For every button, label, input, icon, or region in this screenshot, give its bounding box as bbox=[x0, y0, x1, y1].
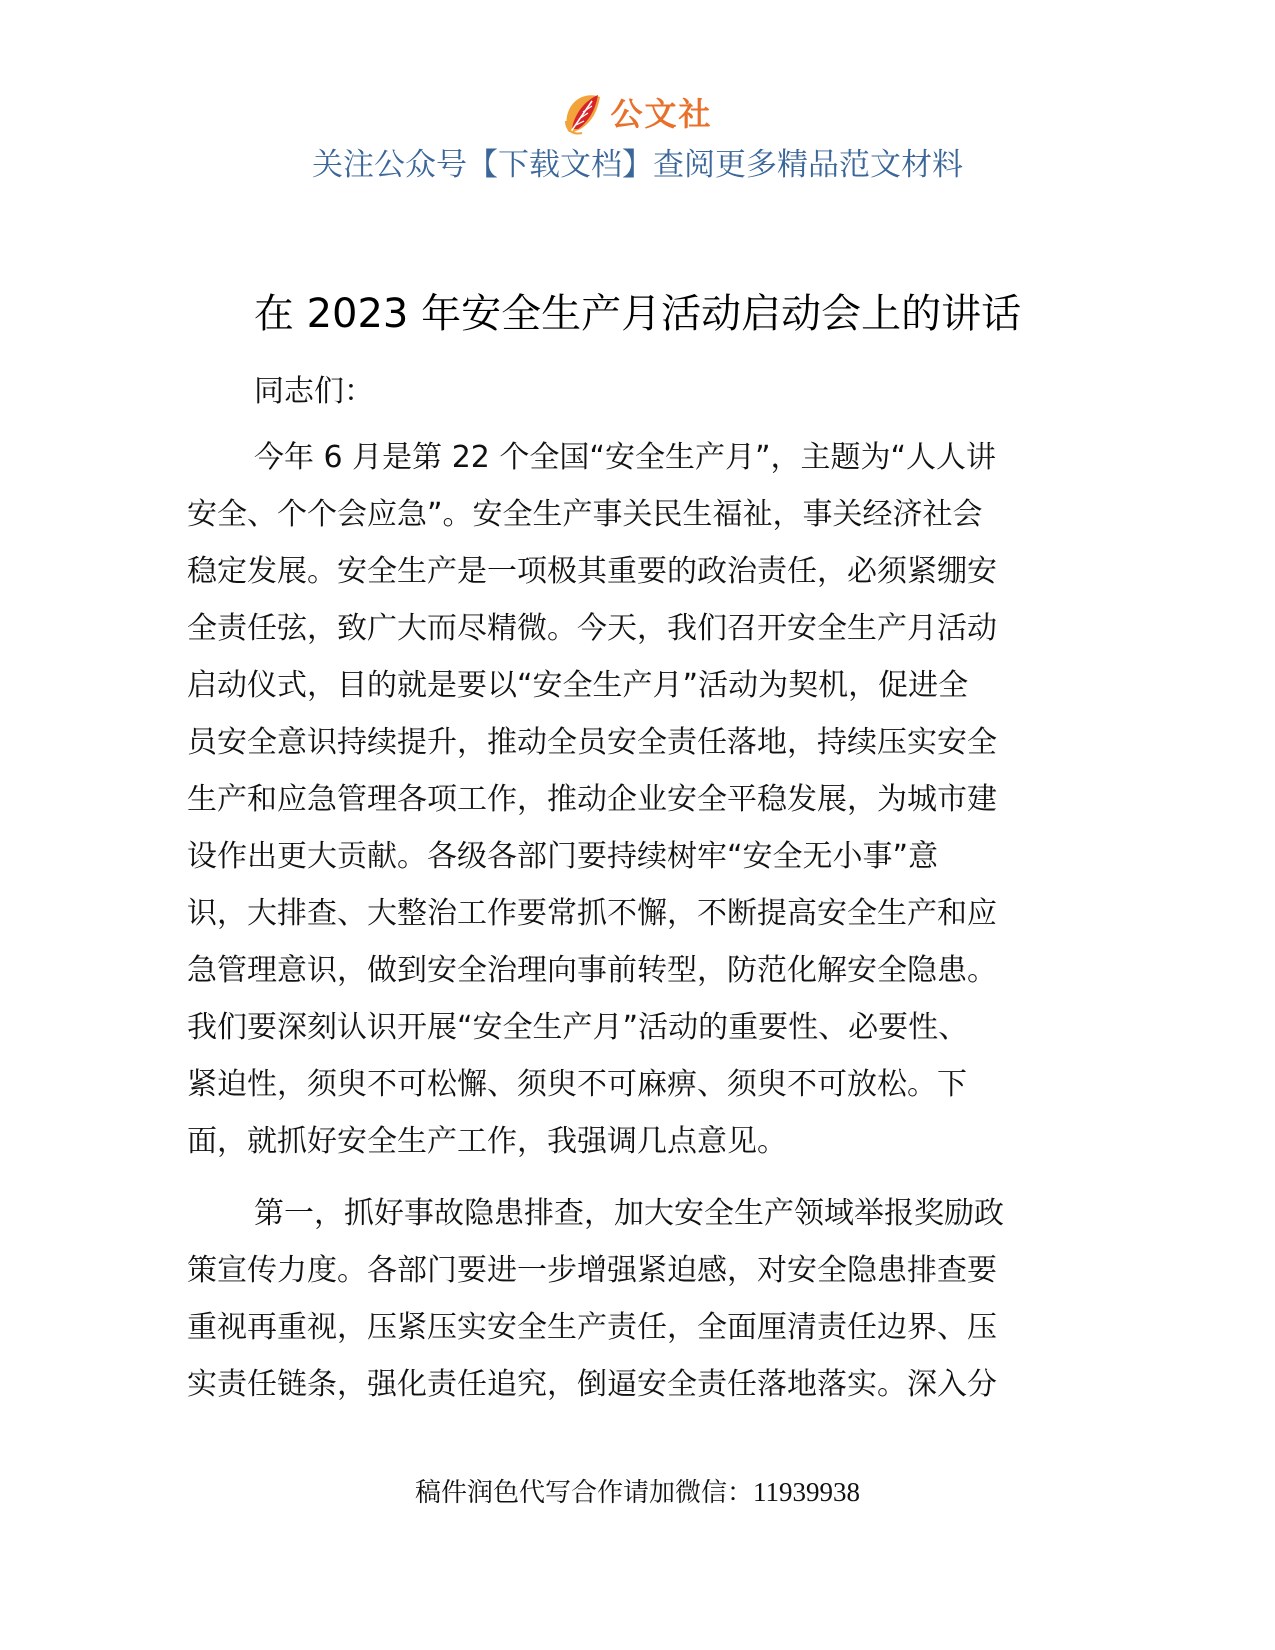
paragraph-line: 策宣传力度。各部门要进一步增强紧迫感，对安全隐患排查要 bbox=[187, 1253, 997, 1288]
paragraph-line: 生产和应急管理各项工作，推动企业安全平稳发展，为城市建 bbox=[187, 782, 997, 817]
promo-banner-text: 关注公众号【下载文档】查阅更多精品范文材料 bbox=[312, 147, 963, 183]
paragraph-line: 第一，抓好事故隐患排查，加大安全生产领域举报奖励政 bbox=[254, 1196, 1004, 1231]
paragraph-line: 启动仪式，目的就是要以“安全生产月”活动为契机，促进全 bbox=[187, 668, 969, 703]
paragraph-line: 全责任弦，致广大而尽精微。今天，我们召开安全生产月活动 bbox=[187, 611, 997, 646]
paragraph-line: 今年 6 月是第 22 个全国“安全生产月”，主题为“人人讲 bbox=[254, 440, 997, 475]
paragraph-line: 面，就抓好安全生产工作，我强调几点意见。 bbox=[187, 1124, 787, 1159]
footer-contact bbox=[0, 1474, 1275, 1511]
paragraph-line: 重视再重视，压紧压实安全生产责任，全面厘清责任边界、压 bbox=[187, 1310, 997, 1345]
paragraph-line: 识，大排查、大整治工作要常抓不懈，不断提高安全生产和应 bbox=[187, 896, 997, 931]
quill-logo-icon bbox=[562, 91, 604, 137]
paragraph-line: 急管理意识，做到安全治理向事前转型，防范化解安全隐患。 bbox=[187, 953, 997, 988]
paragraph-line: 安全、个个会应急”。安全生产事关民生福祉，事关经济社会 bbox=[187, 497, 983, 532]
paragraph-line: 稳定发展。安全生产是一项极其重要的政治责任，必须紧绷安 bbox=[187, 554, 997, 589]
paragraph-line: 设作出更大贡献。各级各部门要持续树牢“安全无小事”意 bbox=[187, 839, 939, 874]
paragraph-line: 实责任链条，强化责任追究，倒逼安全责任落地落实。深入分 bbox=[187, 1367, 997, 1402]
wechat-id: 11939938 bbox=[753, 1477, 860, 1507]
document-title: 在 2023 年安全生产月活动启动会上的讲话 bbox=[253, 291, 1022, 337]
brand-header bbox=[0, 90, 1275, 138]
brand-name: 公文社 bbox=[610, 95, 713, 133]
paragraph-line: 员安全意识持续提升，推动全员安全责任落地，持续压实安全 bbox=[187, 725, 997, 760]
salutation: 同志们： bbox=[254, 374, 374, 409]
paragraph-line: 紧迫性，须臾不可松懈、须臾不可麻痹、须臾不可放松。下 bbox=[187, 1067, 967, 1102]
footer-text: 稿件润色代写合作请加微信： bbox=[414, 1478, 753, 1508]
paragraph-line: 我们要深刻认识开展“安全生产月”活动的重要性、必要性、 bbox=[187, 1010, 969, 1045]
